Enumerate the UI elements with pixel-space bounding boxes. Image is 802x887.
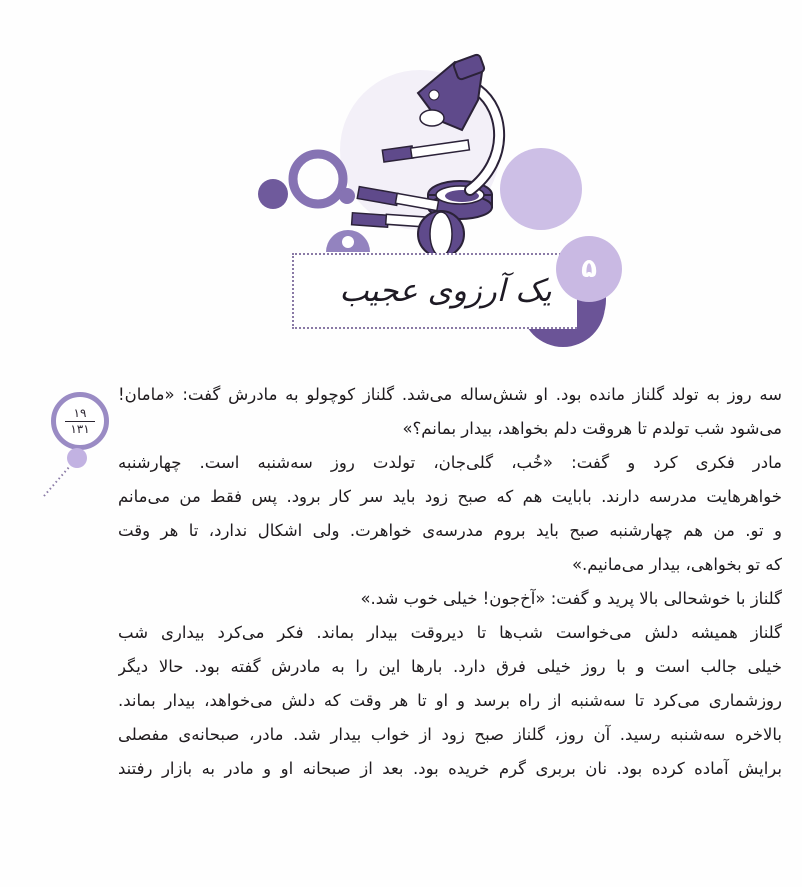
text-line: که تو بخواهی، بیدار می‌مانیم.» [571,555,782,574]
dotted-line-icon [40,462,80,502]
text-line: و تو. من هم چهارشنبه صبح باید بروم مدرسه‌ی خواهرت. ولی اشکال ندارد، تا هر وقت [118,521,782,540]
text-line: روزشماری می‌کرد تا سه‌شنبه از راه برسد و او تا هر وقت که دلش می‌خواهد، بیدار بماند. [118,691,782,710]
text-line: مادر فکری کرد و گفت: «خُب، گلی‌جان، تولدت روز سه‌شنبه است. چهارشنبه [118,453,782,472]
total-page-count: ۱۳۱ [70,421,90,436]
chapter-title: یک آرزوی عجیب [339,273,552,309]
text-line: گلناز همیشه دلش می‌خواست شب‌ها تا دیروقت بیدار بماند. فکر می‌کرد بیداری شب [118,623,782,642]
text-line: گلناز با خوشحالی بالا پرید و گفت: «آخ‌جون! خیلی خوب شد.» [360,589,782,608]
page-number-badge [51,392,109,450]
chapter-number-badge: ۵ [556,236,622,302]
chapter-title-box [292,253,577,329]
text-line: بالاخره سه‌شنبه رسید. آن روز، گلناز صبح زود از خواب بیدار شد. مادر، صبحانه‌ی مفصلی [118,725,782,744]
text-line: خیلی جالب است و با روز خیلی فرق دارد. بارها این را به مادرش گفته بود. حالا دیگر [118,657,782,676]
text-line: برایش آماده کرده بود. نان بربری گرم خریده بود. بعد از صبحانه او و مادر به بازار رفتند [118,759,782,778]
story-body [118,378,782,786]
text-line: خواهرهایت مدرسه دارند. بابایت هم که صبح زود باید سر کار برود. پس فقط من می‌مانم [118,487,782,506]
current-page-number: ۱۹ [73,405,87,420]
text-line: سه روز به تولد گلناز مانده بود. او شش‌ساله می‌شد. گلناز کوچولو به مادرش گفت: «مامان! [118,385,782,404]
text-line: می‌شود شب تولدم تا هروقت دلم بخواهد، بیدار بمانم؟» [402,419,782,438]
